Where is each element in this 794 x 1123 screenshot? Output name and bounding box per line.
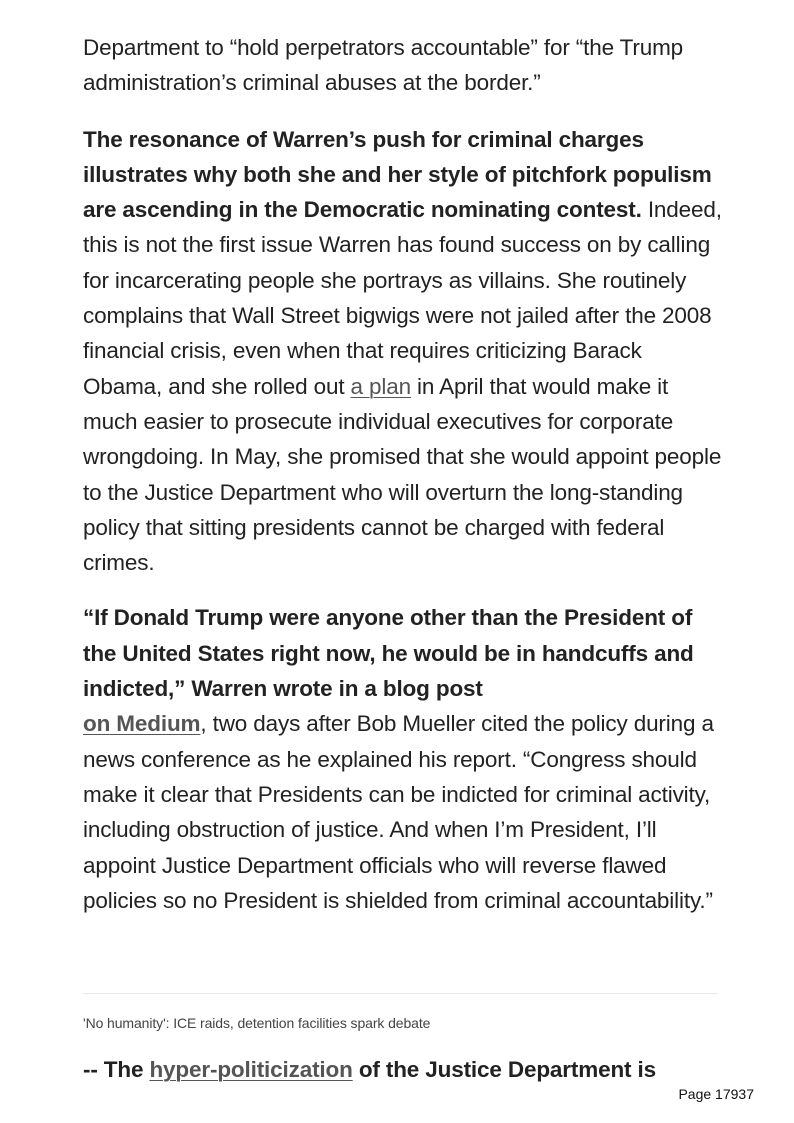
next-paragraph-suffix: of the Justice Department is bbox=[352, 1057, 656, 1082]
section-divider bbox=[83, 993, 718, 994]
paragraph-2-lead: The resonance of Warren’s push for criminal charges illustrates why both she and her style of pitchfork populism are ascending in the Democratic nominating contest. bbox=[83, 126, 712, 223]
page-number: Page 17937 bbox=[678, 1086, 754, 1102]
paragraph-3 bbox=[83, 600, 723, 918]
paragraph-1 bbox=[83, 30, 723, 101]
paragraph-2 bbox=[83, 122, 723, 581]
on-medium-link[interactable]: on Medium bbox=[83, 711, 201, 737]
next-paragraph-lead bbox=[83, 1052, 656, 1087]
hyper-politicization-link[interactable]: hyper-politicization bbox=[149, 1057, 353, 1082]
paragraph-3-text: , two days after Bob Mueller cited the policy during a news conference as he explained his report. “Congress should make it clear that Presidents can be indicted for criminal activity, including obstruction of justice. And when I’m President, I’ll appoint Justice Department officials who will reverse flawed policies so no President is shielded from criminal accountability.” bbox=[83, 711, 714, 913]
article-body bbox=[83, 30, 723, 918]
next-paragraph-prefix: -- The bbox=[83, 1057, 150, 1082]
paragraph-1-text: Department to “hold perpetrators accountable” for “the Trump administration’s criminal abuses at the border.” bbox=[83, 35, 684, 96]
a-plan-link[interactable]: a plan bbox=[350, 373, 411, 399]
paragraph-2-text-a: Indeed, this is not the first issue Warren has found success on by calling for incarcerating people she portrays as villains. She routinely complains that Wall Street bigwigs were not jailed after the 2008 financial crisis, even when that requires criticizing Barack Obama, and she rolled out bbox=[83, 197, 722, 399]
video-caption: 'No humanity': ICE raids, detention facilities spark debate bbox=[83, 1015, 431, 1031]
paragraph-3-lead: “If Donald Trump were anyone other than the President of the United States right now, he would be in handcuffs and indicted,” Warren wrote in a blog post bbox=[83, 605, 694, 702]
paragraph-2-text-b: in April that would make it much easier to prosecute individual executives for corporate wrongdoing. In May, she promised that she would appoint people to the Justice Department who will overturn the long-standing policy that sitting presidents cannot be charged with federal crimes. bbox=[83, 373, 722, 576]
